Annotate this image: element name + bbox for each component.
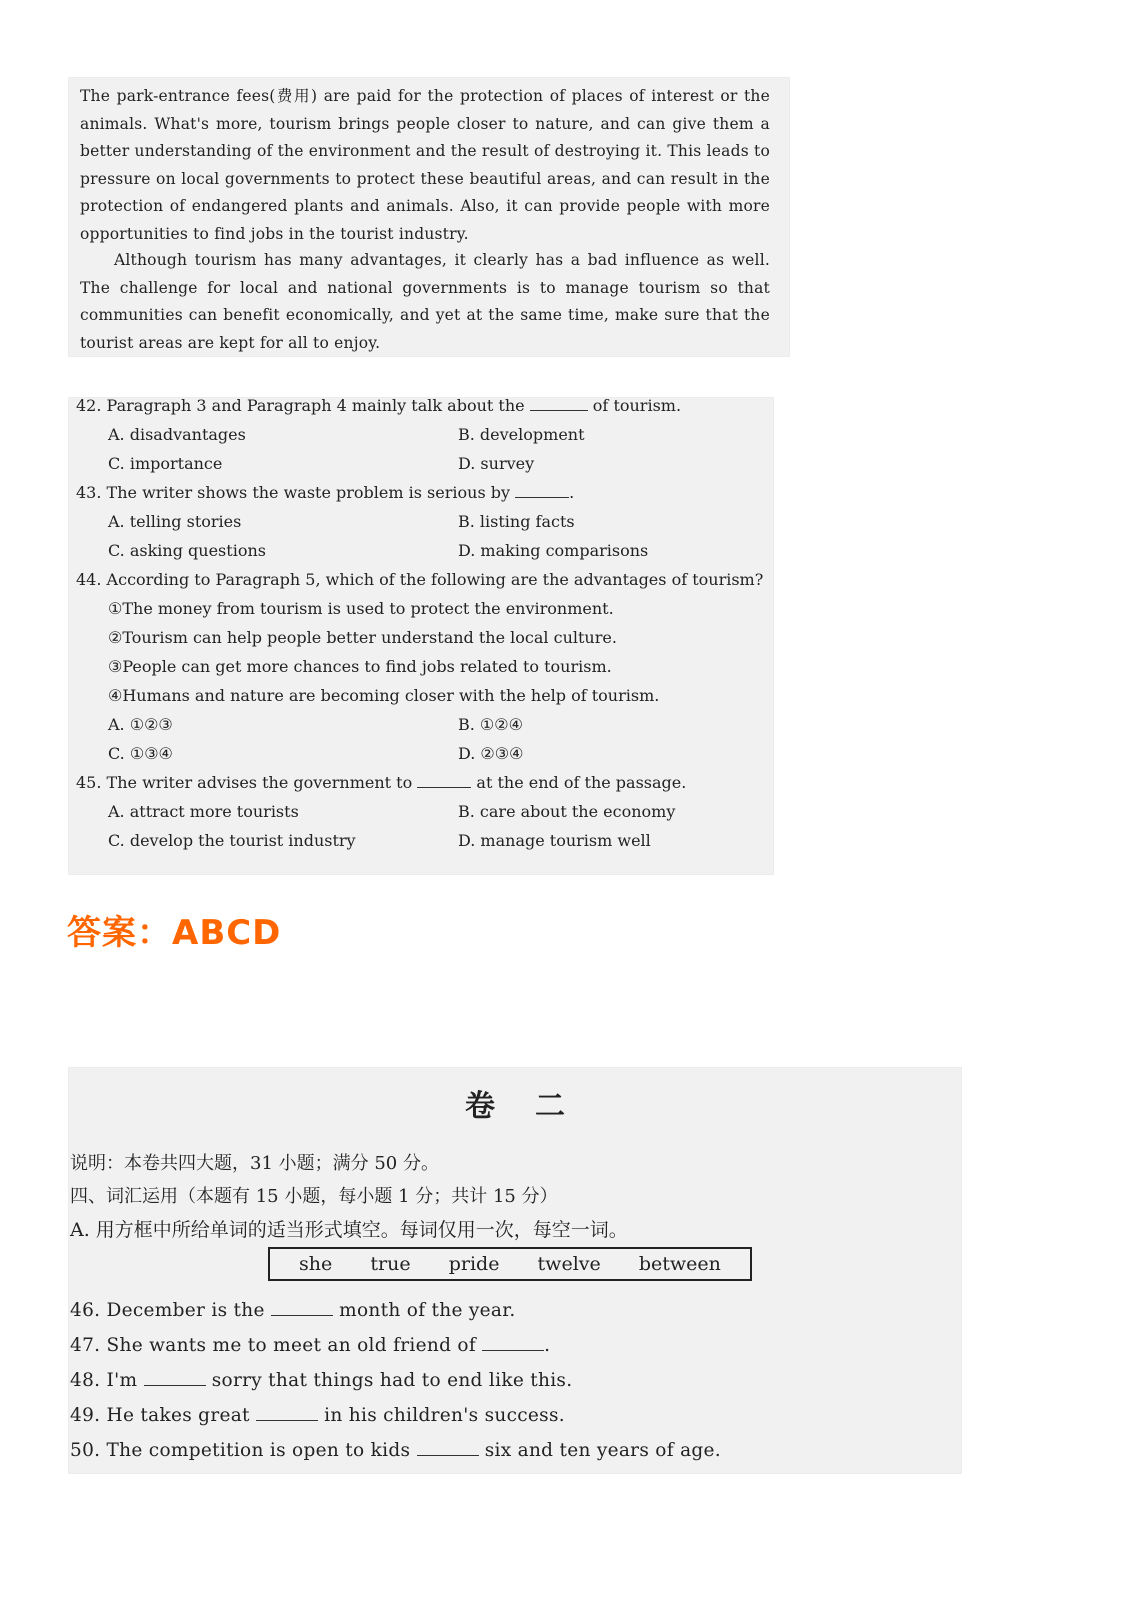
item-text-end: six and ten years of age. xyxy=(484,1440,721,1461)
answer-blank xyxy=(515,483,569,498)
option-c: C. ①③④ xyxy=(108,744,173,763)
fill-item-49 xyxy=(70,1404,565,1426)
answer-blank xyxy=(144,1369,206,1386)
question-stem-end: . xyxy=(569,483,575,502)
question-number: 45. xyxy=(76,773,102,792)
fill-item-48 xyxy=(70,1369,572,1391)
section-instruction: A. 用方框中所给单词的适当形式填空。每词仅用一次，每空一词。 xyxy=(70,1219,628,1241)
item-number: 50. xyxy=(70,1440,101,1461)
answer-blank xyxy=(417,773,471,788)
option-c: C. importance xyxy=(108,454,223,473)
item-text: I'm xyxy=(106,1370,138,1391)
item-text-end: month of the year. xyxy=(339,1300,516,1321)
question-42 xyxy=(76,396,681,415)
passage-paragraph: The park-entrance fees(费用) are paid for the protection of places of interest or the animals. What's more, tourism brings people closer to nature, and can give them a better understanding of the environment and the result of destroying it. This leads to pressure on local governments to protect these beautiful areas, and can result in the protection of endangered plants and animals. Also, it can provide people with more opportunities to find jobs in the tourist industry. xyxy=(80,87,770,243)
word-box-item: she xyxy=(299,1253,333,1275)
answer-blank xyxy=(256,1404,318,1421)
option-a: A. disadvantages xyxy=(108,425,246,444)
item-number: 46. xyxy=(70,1300,101,1321)
question-45 xyxy=(76,773,686,792)
item-text: The competition is open to kids xyxy=(106,1440,411,1461)
word-box-item: twelve xyxy=(537,1253,601,1275)
question-stem: The writer shows the waste problem is serious by xyxy=(106,483,511,502)
word-box-item: between xyxy=(638,1253,721,1275)
passage-paragraph: Although tourism has many advantages, it clearly has a bad influence as well. The challenge for local and national governments is to manage tourism so that communities can benefit economically, and yet at the same time, make sure that the tourist areas are kept for all to enjoy. xyxy=(80,251,770,352)
answer-blank xyxy=(482,1334,544,1351)
fill-item-47 xyxy=(70,1334,550,1356)
question-number: 44. xyxy=(76,570,102,589)
passage-scan xyxy=(68,77,790,357)
fill-item-46 xyxy=(70,1299,516,1321)
question-43 xyxy=(76,483,574,502)
item-text-end: . xyxy=(544,1335,551,1356)
option-b: B. development xyxy=(458,425,585,444)
question-number: 43. xyxy=(76,483,102,502)
option-d: D. making comparisons xyxy=(458,541,649,560)
option-c: C. asking questions xyxy=(108,541,266,560)
option-d: D. manage tourism well xyxy=(458,831,651,850)
item-text: December is the xyxy=(106,1300,265,1321)
option-a: A. attract more tourists xyxy=(108,802,299,821)
answer-blank xyxy=(530,396,588,411)
statement-1: ①The money from tourism is used to protect the environment. xyxy=(108,599,614,618)
item-text: She wants me to meet an old friend of xyxy=(106,1335,476,1356)
statement-4: ④Humans and nature are becoming closer with the help of tourism. xyxy=(108,686,660,705)
question-stem: The writer advises the government to xyxy=(106,773,413,792)
item-text-end: sorry that things had to end like this. xyxy=(211,1370,573,1391)
option-d: D. survey xyxy=(458,454,535,473)
question-stem: Paragraph 3 and Paragraph 4 mainly talk about the xyxy=(106,396,525,415)
word-box-item: pride xyxy=(448,1253,500,1275)
question-stem-end: at the end of the passage. xyxy=(476,773,687,792)
section-note: 说明：本卷共四大题，31 小题；满分 50 分。 xyxy=(70,1153,439,1174)
question-stem: According to Paragraph 5, which of the following are the advantages of tourism? xyxy=(106,570,764,589)
question-stem-end: of tourism. xyxy=(592,396,682,415)
option-c: C. develop the tourist industry xyxy=(108,831,356,850)
statement-2: ②Tourism can help people better understand the local culture. xyxy=(108,628,617,647)
item-text: He takes great xyxy=(106,1405,250,1426)
option-d: D. ②③④ xyxy=(458,744,524,763)
item-text-end: in his children's success. xyxy=(324,1405,565,1426)
item-number: 49. xyxy=(70,1405,101,1426)
answer-blank xyxy=(417,1439,479,1456)
word-box xyxy=(268,1247,752,1281)
question-number: 42. xyxy=(76,396,102,415)
fill-item-50 xyxy=(70,1439,721,1461)
statement-3: ③People can get more chances to find jobs related to tourism. xyxy=(108,657,612,676)
question-44 xyxy=(76,570,763,589)
option-b: B. ①②④ xyxy=(458,715,523,734)
part2-scan xyxy=(68,1067,962,1474)
item-number: 47. xyxy=(70,1335,101,1356)
item-number: 48. xyxy=(70,1370,101,1391)
section-heading: 四、词汇运用（本题有 15 小题，每小题 1 分；共计 15 分） xyxy=(70,1186,558,1207)
option-b: B. care about the economy xyxy=(458,802,676,821)
option-a: A. telling stories xyxy=(108,512,242,531)
section-title: 卷二 xyxy=(465,1089,605,1124)
option-a: A. ①②③ xyxy=(108,715,173,734)
answer-key: 答案：ABCD xyxy=(67,913,282,953)
option-b: B. listing facts xyxy=(458,512,575,531)
questions-scan xyxy=(68,397,774,875)
word-box-item: true xyxy=(370,1253,411,1275)
answer-blank xyxy=(271,1299,333,1316)
